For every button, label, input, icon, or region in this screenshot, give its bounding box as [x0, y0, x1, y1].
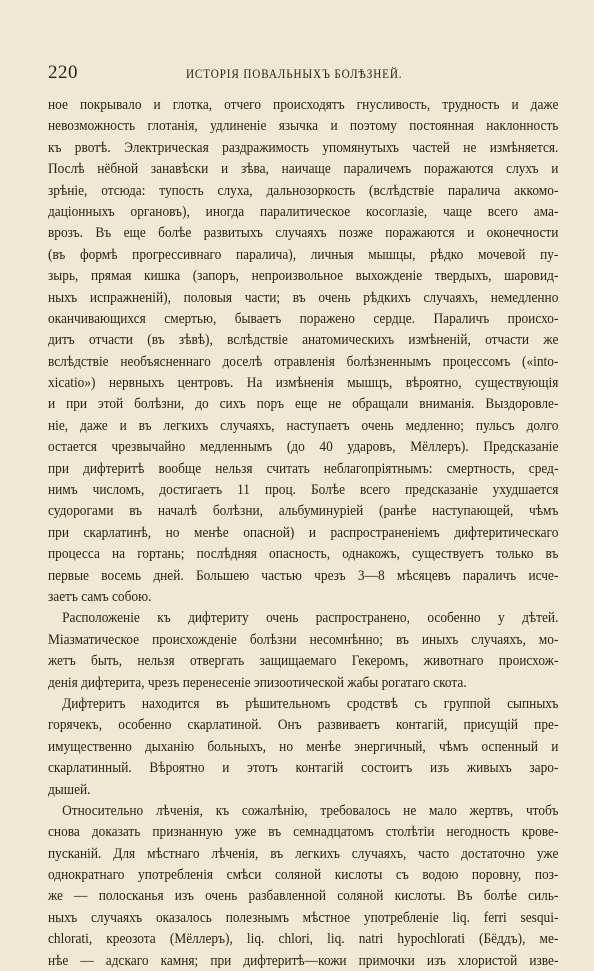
text-line: xicatio») нервныхъ центровъ. На измѣненія мышцъ, вѣроятно, существующія [48, 374, 559, 392]
text-line: имущественно дыханію больныхъ, но менѣе энергичный, чѣмъ оспенный и [48, 737, 559, 755]
text-line: снова доказать признанную уже въ семнадцатомъ столѣтіи негодность крове- [48, 823, 559, 841]
text-line: ныхъ испражненій), половыя части; въ очень рѣдкихъ случаяхъ, немедленно [48, 288, 559, 306]
running-title: ИСТОРІЯ ПОВАЛЬНЫХЪ БОЛѢЗНЕЙ. [186, 66, 403, 81]
text-line: Послѣ нёбной занавѣски и зѣва, наичаще параличемъ поражаются слухъ и [48, 160, 559, 178]
text-line: процесса на гортань; послѣдняя опасность, однакожъ, существуетъ только въ [48, 545, 559, 563]
text-line: зырь, прямая кишка (запоръ, непроизвольное выхожденіе твердыхъ, шаровид- [48, 267, 559, 285]
text-line: же — полосканья изъ очень разбавленной соляной кислоты. Въ болѣе силь- [48, 887, 559, 905]
text-line: Дифтеритъ находится въ рѣшительномъ сродствѣ съ группой сыпныхъ [62, 694, 559, 712]
text-line: горячекъ, особенно скарлатиной. Онъ развиваетъ контагій, присущій пре- [48, 716, 559, 734]
page-number: 220 [48, 62, 78, 83]
text-line: и при этой болѣзни, до сихъ поръ еще не обращали вниманія. Выздоровле- [48, 395, 559, 413]
text-line: ніе, даже и въ легкихъ случаяхъ, наступаетъ очень медленно; пульсъ долго [48, 416, 559, 434]
text-line: вслѣдствіе необъясненнаго доселѣ отравленія болѣзненнымъ процессомъ («into- [48, 352, 559, 370]
text-line: ное покрывало и глотка, отчего происходятъ гнусливость, трудность и даже [48, 96, 559, 113]
text-line: дышей. [48, 780, 91, 798]
text-line: ныхъ случаяхъ оказалось полезнымъ мѣстное употребленіе liq. ferri sesqui- [48, 908, 559, 926]
text-line: денія дифтерита, чрезъ перенесеніе эпизоотической жабы рогатаго скота. [48, 673, 467, 691]
text-line: первые восемь дней. Большею частью чрезъ 3—8 мѣсяцевъ параличъ исче- [48, 566, 559, 584]
text-line: однократнаго употребленія смѣси соляной кислоты съ водою поровну, поз- [48, 866, 559, 884]
text-line: невозможность глотанія, удлиненіе язычка и поэтому постоянная наклонность [48, 117, 559, 135]
text-line: даціонныхъ органовъ), иногда паралитическое косоглазіе, чаще всего ама- [48, 202, 559, 220]
text-line: при скарлатинѣ, но менѣе опасной) и распространеніемъ дифтеритическаго [48, 523, 559, 541]
text-line: остается чрезвычайно медленнымъ (до 40 ударовъ, Мёллеръ). Предсказаніе [48, 438, 559, 456]
text-line: Относительно лѣченія, къ сожалѣнію, требовалось не мало жертвъ, чтобъ [62, 801, 559, 819]
text-line: заетъ самъ собою. [48, 587, 152, 605]
text-line: дитъ отчасти (въ зѣвѣ), вслѣдствіе анатомическихъ измѣненій, отчасти же [48, 331, 559, 349]
text-line: нимъ числомъ, достигаетъ 11 проц. Болѣе всего предсказаніе ухудшается [48, 481, 559, 499]
text-line: (въ формѣ прогрессивнаго паралича), личныя мышцы, рѣдко мочевой пу- [48, 245, 559, 263]
page-header [48, 62, 558, 84]
text-line: зрѣніе, отсюда: тупость слуха, дальнозоркость (вслѣдствіе паралича аккомо- [48, 181, 559, 199]
text-line: chlorati, креозота (Мёллеръ), liq. chlori, liq. natri hypochlorati (Бёддъ), ме- [48, 930, 559, 948]
text-line: судорогами въ началѣ болѣзни, альбуминуріей (ранѣе наступающей, чѣмъ [48, 502, 559, 520]
text-line: Міазматическое происхожденіе болѣзни несомнѣнно; въ иныхъ случаяхъ, мо- [48, 630, 559, 648]
text-line: оканчивающихся смертью, бываетъ поражено сердце. Параличъ происхо- [48, 309, 559, 327]
text-line: при дифтеритѣ вообще нельзя считать неблагопріятнымъ: смертность, сред- [48, 459, 559, 477]
text-line: скарлатинный. Вѣроятно и этотъ контагій состоитъ изъ живыхъ заро- [48, 759, 559, 777]
text-line: жетъ быть, нельзя отвергать защищаемаго Гекеромъ, животнаго происхож- [48, 652, 559, 670]
text-line: пусканій. Для мѣстнаго лѣченія, въ легкихъ случаяхъ, часто достаточно уже [48, 844, 559, 862]
text-line: къ рвотѣ. Электрическая раздражимость упомянутыхъ частей не измѣняется. [48, 138, 559, 156]
text-line: Расположеніе къ дифтериту очень распространено, особенно у дѣтей. [62, 609, 559, 627]
text-line: врозъ. Въ еще болѣе развитыхъ случаяхъ позже поражаются и оконечности [48, 224, 559, 242]
text-line: нѣе — адскаго камня; при дифтеритѣ—кожи примочки изъ хлористой изве- [48, 951, 559, 969]
body-text [48, 94, 558, 971]
